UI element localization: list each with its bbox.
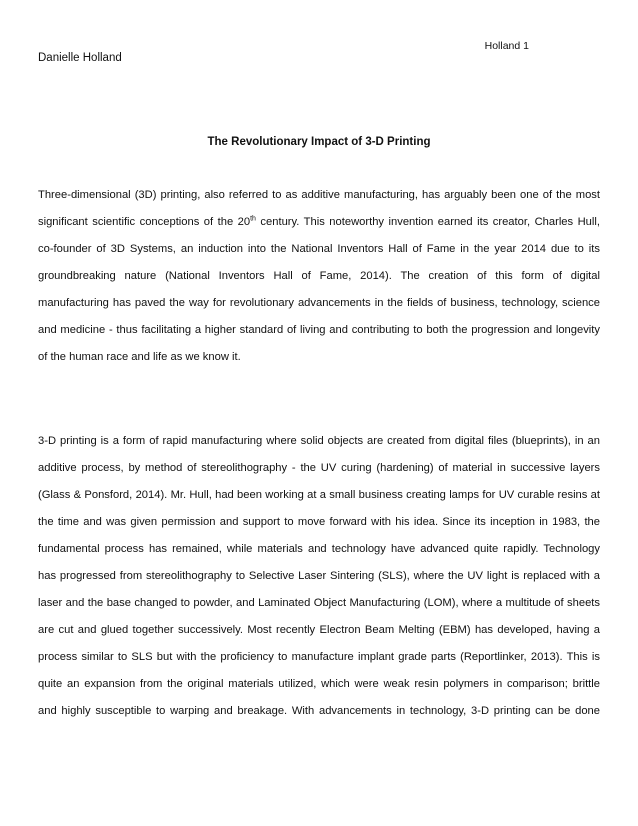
paragraph-line: and medicine - thus facilitating a higher standard of living and contributing to both the progression and longevity	[38, 324, 600, 336]
line-text: significant scientific conceptions of the 20	[38, 216, 251, 228]
paragraph-line: has progressed from stereolithography to Selective Laser Sintering (SLS), where the UV light is replaced with a	[38, 570, 600, 582]
paragraph-2	[38, 428, 600, 725]
paragraph-line: of the human race and life as we know it.	[38, 351, 241, 363]
paragraph-line: process similar to SLS but with the proficiency to manufacture implant grade parts (Reportlinker, 2013). This is	[38, 651, 600, 663]
paragraph-line: laser and the base changed to powder, and Laminated Object Manufacturing (LOM), where a multitude of sheets	[38, 597, 600, 609]
paragraph-line: additive process, by method of stereolithography - the UV curing (hardening) of material in successive layers	[38, 462, 600, 474]
paragraph-line	[38, 209, 600, 236]
paragraph-line: are cut and glued together successively. Most recently Electron Beam Melting (EBM) has developed, having a	[38, 624, 600, 636]
line-text: century. This noteworthy invention earned its creator, Charles Hull,	[255, 216, 600, 228]
paragraph-line: co-founder of 3D Systems, an induction into the National Inventors Hall of Fame in the year 2014 due to its	[38, 243, 600, 255]
paragraph-line: the time and was given permission and support to move forward with his idea. Since its inception in 1983, the	[38, 516, 600, 528]
paragraph-line: fundamental process has remained, while materials and technology have advanced quite rapidly. Technology	[38, 543, 600, 555]
paragraph-line: and highly susceptible to warping and breakage. With advancements in technology, 3-D printing can be done	[38, 705, 600, 717]
paragraph-line: groundbreaking nature (National Inventors Hall of Fame, 2014). The creation of this form of digital	[38, 270, 600, 282]
paragraph-line: manufacturing has paved the way for revolutionary advancements in the fields of business, technology, science	[38, 297, 600, 309]
author-name: Danielle Holland	[38, 52, 122, 64]
paragraph-line: 3-D printing is a form of rapid manufacturing where solid objects are created from digital files (blueprints), in an	[38, 435, 600, 447]
paragraph-line: Three-dimensional (3D) printing, also referred to as additive manufacturing, has arguably been one of the most	[38, 189, 600, 201]
page-header-label: Holland 1	[484, 40, 529, 52]
superscript: th	[250, 215, 256, 223]
paragraph-line: (Glass & Ponsford, 2014). Mr. Hull, had been working at a small business creating lamps for UV curable resins at	[38, 489, 600, 501]
essay-title: The Revolutionary Impact of 3-D Printing	[207, 136, 431, 148]
paragraph-line: quite an expansion from the original materials utilized, which were weak resin polymers in comparison; brittle	[38, 678, 600, 690]
paragraph-1	[38, 182, 600, 371]
